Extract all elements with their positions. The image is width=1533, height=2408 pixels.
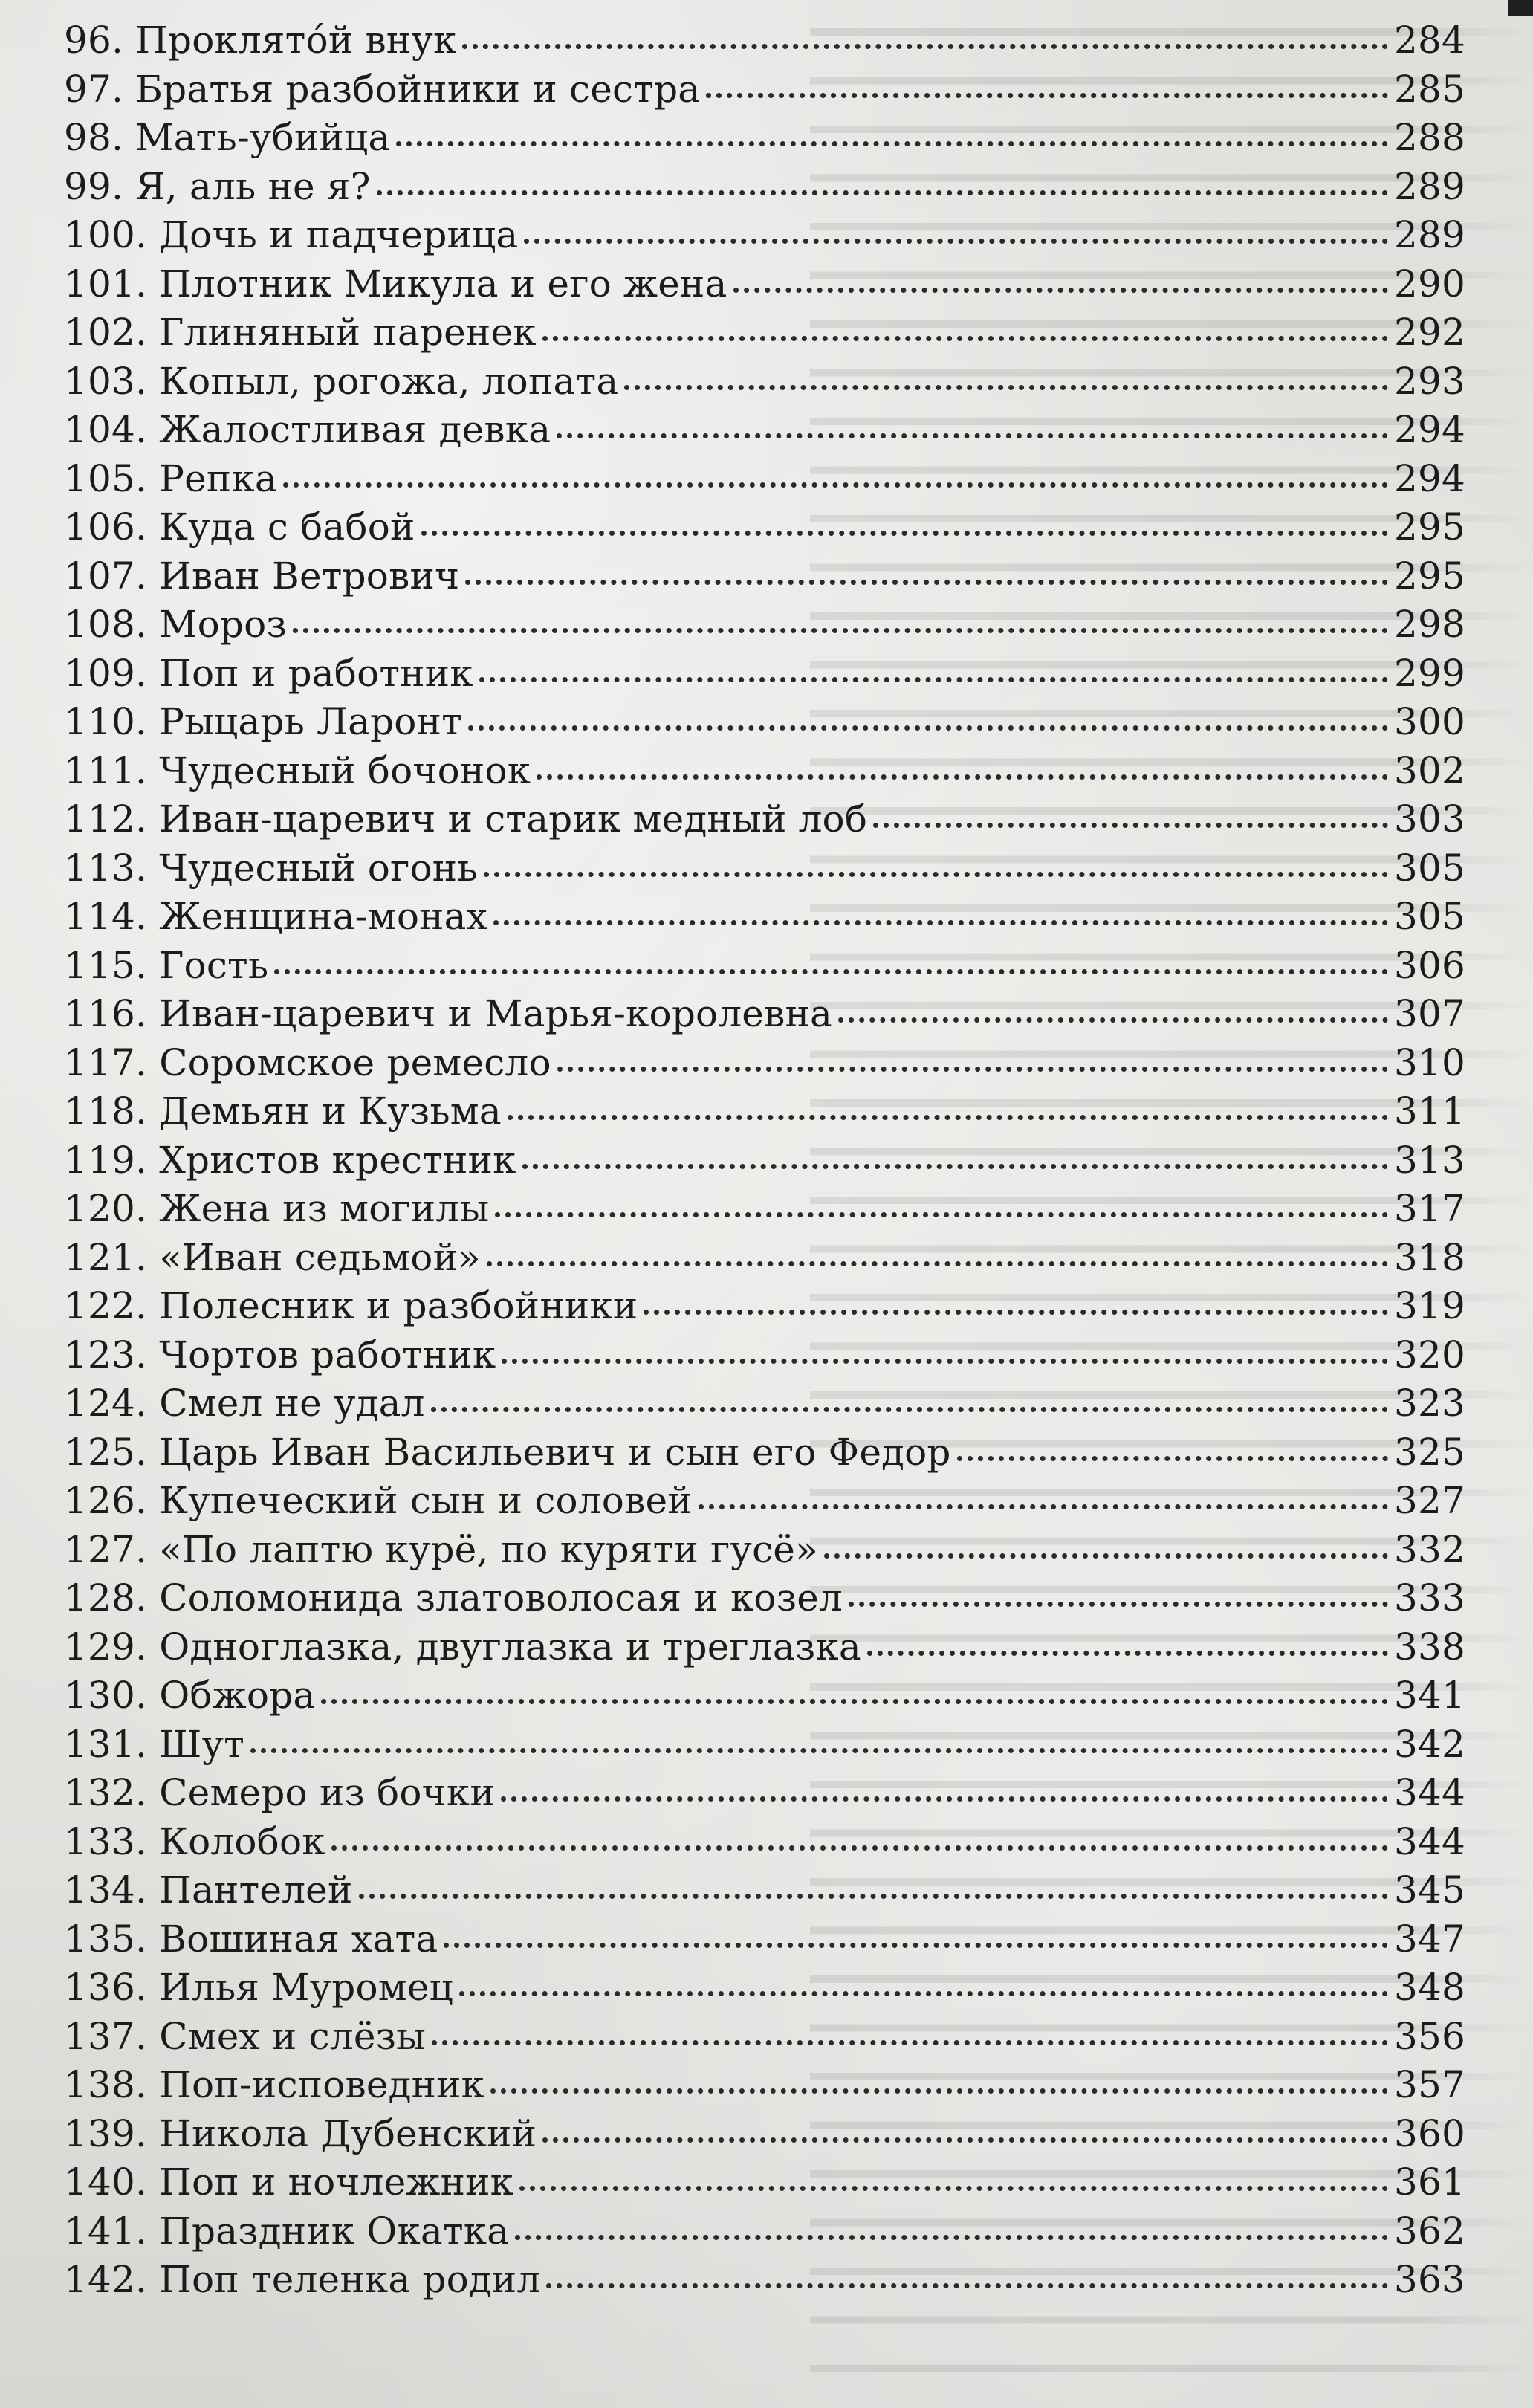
toc-entry-title: 134. Пантелей: [64, 1868, 353, 1912]
toc-entry-page-number: 294: [1393, 456, 1465, 500]
dot-leader: [849, 1591, 1388, 1607]
toc-entry-title: 106. Куда с бабой: [64, 505, 415, 548]
toc-entry: [64, 1915, 1465, 1964]
dot-leader: [432, 2030, 1388, 2045]
toc-entry: [64, 1331, 1465, 1380]
dot-leader: [867, 1640, 1388, 1656]
toc-entry-page-number: 295: [1393, 554, 1465, 598]
toc-entry-page-number: 285: [1393, 67, 1465, 111]
toc-entry-title: 109. Поп и работник: [64, 651, 473, 695]
dot-leader: [331, 1835, 1388, 1851]
toc-entry-page-number: 363: [1393, 2258, 1465, 2301]
dot-leader: [515, 2224, 1388, 2240]
dot-leader: [508, 1104, 1388, 1120]
dot-leader: [465, 569, 1388, 585]
toc-entry: [64, 1526, 1465, 1575]
toc-entry-title: 133. Колобок: [64, 1819, 325, 1863]
toc-entry: [64, 2013, 1465, 2062]
dot-leader: [377, 180, 1388, 195]
toc-entry: [64, 552, 1465, 601]
toc-entry-page-number: 295: [1393, 505, 1465, 548]
toc-entry-page-number: 361: [1393, 2161, 1465, 2204]
toc-entry-title: 112. Иван-царевич и старик медный лоб: [64, 797, 868, 841]
toc-entry-page-number: 299: [1393, 651, 1465, 695]
toc-entry-page-number: 300: [1393, 700, 1465, 743]
toc-entry-page-number: 311: [1393, 1090, 1465, 1133]
toc-entry-page-number: 362: [1393, 2209, 1465, 2253]
dot-leader: [359, 1883, 1388, 1899]
dot-leader: [490, 2078, 1388, 2094]
dot-leader: [524, 228, 1388, 244]
toc-entry-page-number: 317: [1393, 1187, 1465, 1230]
dot-leader: [522, 1153, 1388, 1169]
toc-entry-page-number: 333: [1393, 1576, 1465, 1619]
toc-entry: [64, 893, 1465, 942]
toc-entry-page-number: 319: [1393, 1284, 1465, 1327]
toc-entry-page-number: 341: [1393, 1674, 1465, 1717]
toc-entry: [64, 1477, 1465, 1526]
toc-entry: [64, 211, 1465, 260]
toc-entry-page-number: 345: [1393, 1868, 1465, 1912]
toc-entry: [64, 406, 1465, 455]
dot-leader: [468, 715, 1388, 731]
dot-leader: [546, 2273, 1388, 2288]
toc-entry: [64, 2110, 1465, 2159]
toc-entry-page-number: 289: [1393, 164, 1465, 208]
toc-entry: [64, 1721, 1465, 1770]
toc-entry-page-number: 288: [1393, 116, 1465, 159]
dot-leader: [733, 277, 1388, 293]
dot-leader: [462, 33, 1388, 49]
dot-leader: [838, 1007, 1388, 1023]
toc-entry: [64, 1623, 1465, 1672]
toc-entry-title: 101. Плотник Микула и его жена: [64, 262, 727, 305]
toc-entry-title: 118. Демьян и Кузьма: [64, 1090, 502, 1133]
toc-entry-title: 128. Соломонида златоволосая и козел: [64, 1576, 843, 1619]
toc-entry-title: 140. Поп и ночлежник: [64, 2161, 514, 2204]
dot-leader: [957, 1446, 1388, 1461]
dot-leader: [502, 1348, 1388, 1364]
toc-entry-page-number: 293: [1393, 359, 1465, 403]
toc-entry-page-number: 348: [1393, 1966, 1465, 2009]
toc-entry-title: 119. Христов крестник: [64, 1138, 516, 1182]
toc-entry: [64, 1428, 1465, 1478]
toc-entry-page-number: 284: [1393, 19, 1465, 62]
toc-entry: [64, 1866, 1465, 1915]
toc-entry: [64, 990, 1465, 1039]
dot-leader: [519, 2175, 1388, 2191]
toc-entry-page-number: 305: [1393, 895, 1465, 938]
dot-leader: [493, 910, 1388, 925]
toc-entry: [64, 2207, 1465, 2256]
toc-entry: [64, 1769, 1465, 1818]
toc-entry-title: 116. Иван-царевич и Марья-королевна: [64, 992, 832, 1035]
toc-entry-title: 113. Чудесный огонь: [64, 846, 478, 890]
toc-entry-title: 114. Женщина-монах: [64, 895, 488, 938]
dot-leader: [459, 1981, 1388, 1996]
dot-leader: [624, 375, 1388, 390]
toc-entry-page-number: 360: [1393, 2111, 1465, 2155]
dot-leader: [542, 2127, 1388, 2143]
toc-entry-page-number: 327: [1393, 1479, 1465, 1522]
dot-leader: [487, 1251, 1388, 1266]
toc-entry: [64, 795, 1465, 844]
toc-entry: [64, 1379, 1465, 1428]
toc-entry-title: 115. Гость: [64, 943, 269, 987]
toc-entry-page-number: 320: [1393, 1333, 1465, 1376]
toc-entry: [64, 747, 1465, 796]
toc-entry-title: 98. Мать-убийца: [64, 116, 391, 159]
dot-leader: [431, 1396, 1388, 1412]
toc-entry-title: 111. Чудесный бочонок: [64, 748, 531, 792]
toc-entry: [64, 942, 1465, 991]
dot-leader: [293, 618, 1388, 633]
toc-entry-page-number: 347: [1393, 1917, 1465, 1961]
toc-entry-title: 103. Копыл, рогожа, лопата: [64, 359, 619, 403]
toc-entry: [64, 1818, 1465, 1867]
dot-leader: [250, 1738, 1388, 1753]
toc-entry-title: 102. Глиняный паренек: [64, 311, 537, 354]
dot-leader: [321, 1689, 1388, 1704]
toc-entry: [64, 698, 1465, 747]
dot-leader: [873, 812, 1388, 828]
toc-entry-page-number: 357: [1393, 2063, 1465, 2106]
toc-entry-title: 137. Смех и слёзы: [64, 2014, 427, 2058]
toc-entry-title: 117. Соромское ремесло: [64, 1040, 551, 1084]
toc-entry-page-number: 325: [1393, 1430, 1465, 1474]
toc-entry-title: 130. Обжора: [64, 1674, 316, 1717]
toc-entry: [64, 2061, 1465, 2110]
toc-entry-title: 110. Рыцарь Ларонт: [64, 700, 462, 743]
toc-entry-page-number: 305: [1393, 846, 1465, 890]
toc-entry: [64, 1574, 1465, 1623]
toc-entry-page-number: 290: [1393, 262, 1465, 305]
dot-leader: [283, 472, 1388, 488]
toc-entry: [64, 2158, 1465, 2207]
toc-entry-page-number: 332: [1393, 1527, 1465, 1571]
toc-entry: [64, 1282, 1465, 1331]
toc-entry: [64, 1185, 1465, 1234]
toc-entry-title: 125. Царь Иван Васильевич и сын его Федор: [64, 1430, 951, 1474]
toc-entry-page-number: 306: [1393, 943, 1465, 987]
toc-entry-page-number: 303: [1393, 797, 1465, 841]
dot-leader: [479, 667, 1388, 682]
dot-leader: [542, 326, 1388, 341]
toc-entry: [64, 308, 1465, 357]
toc-entry: [64, 1136, 1465, 1185]
toc-entry-title: 105. Репка: [64, 456, 277, 500]
toc-entry-title: 123. Чортов работник: [64, 1333, 496, 1376]
dot-leader: [706, 82, 1388, 98]
toc-entry-title: 124. Смел не удал: [64, 1382, 425, 1425]
toc-entry: [64, 163, 1465, 212]
toc-entry: [64, 601, 1465, 650]
toc-entry: [64, 1234, 1465, 1283]
page-corner-mark: [1508, 0, 1533, 16]
toc-entry-title: 142. Поп теленка родил: [64, 2258, 541, 2301]
toc-entry-title: 129. Одноглазка, двуглазка и треглазка: [64, 1625, 861, 1669]
toc-entry-page-number: 302: [1393, 748, 1465, 792]
toc-entry-title: 127. «По лаптю курё, по куряти гусё»: [64, 1527, 818, 1571]
toc-entry-page-number: 298: [1393, 603, 1465, 646]
toc-entry: [64, 114, 1465, 163]
dot-leader: [537, 764, 1388, 780]
toc-entry-title: 120. Жена из могилы: [64, 1187, 490, 1230]
toc-entry-title: 104. Жалостливая девка: [64, 408, 551, 451]
toc-entry: [64, 503, 1465, 552]
toc-entry-page-number: 294: [1393, 408, 1465, 451]
table-of-contents: [64, 16, 1465, 2305]
toc-entry-title: 96. Проклятóй внук: [64, 19, 457, 62]
toc-entry: [64, 65, 1465, 114]
toc-entry-page-number: 313: [1393, 1138, 1465, 1182]
dot-leader: [484, 861, 1388, 877]
toc-entry-page-number: 318: [1393, 1235, 1465, 1279]
toc-entry: [64, 844, 1465, 893]
toc-entry-page-number: 310: [1393, 1040, 1465, 1084]
toc-entry-page-number: 344: [1393, 1819, 1465, 1863]
toc-entry-title: 122. Полесник и разбойники: [64, 1284, 638, 1327]
toc-entry-title: 139. Никола Дубенский: [64, 2111, 537, 2155]
dot-leader: [557, 423, 1388, 438]
toc-entry-page-number: 342: [1393, 1722, 1465, 1766]
toc-entry: [64, 2256, 1465, 2305]
dot-leader: [644, 1299, 1388, 1315]
toc-entry: [64, 16, 1465, 65]
dot-leader: [421, 520, 1388, 536]
toc-entry-title: 132. Семеро из бочки: [64, 1771, 495, 1814]
toc-entry: [64, 357, 1465, 407]
toc-entry-title: 141. Праздник Окатка: [64, 2209, 510, 2253]
toc-entry: [64, 1964, 1465, 2013]
toc-entry: [64, 260, 1465, 309]
toc-entry-title: 97. Братья разбойники и сестра: [64, 67, 701, 111]
toc-entry-title: 99. Я, аль не я?: [64, 164, 371, 208]
toc-entry-title: 131. Шут: [64, 1722, 244, 1766]
toc-entry-page-number: 356: [1393, 2014, 1465, 2058]
toc-entry: [64, 1039, 1465, 1088]
toc-entry-title: 121. «Иван седьмой»: [64, 1235, 481, 1279]
dot-leader: [699, 1494, 1388, 1509]
toc-entry-title: 107. Иван Ветрович: [64, 554, 460, 598]
toc-entry-page-number: 344: [1393, 1771, 1465, 1814]
dot-leader: [396, 131, 1388, 146]
toc-entry: [64, 455, 1465, 504]
dot-leader: [444, 1932, 1388, 1948]
toc-entry-title: 135. Вошиная хата: [64, 1917, 438, 1961]
toc-entry-page-number: 292: [1393, 311, 1465, 354]
toc-entry: [64, 1671, 1465, 1721]
dot-leader: [274, 959, 1388, 974]
dot-leader: [495, 1202, 1388, 1217]
toc-entry-title: 126. Купеческий сын и соловей: [64, 1479, 693, 1522]
toc-entry-page-number: 307: [1393, 992, 1465, 1035]
dot-leader: [501, 1786, 1388, 1802]
dot-leader: [557, 1056, 1388, 1072]
toc-entry-page-number: 338: [1393, 1625, 1465, 1669]
toc-entry-title: 136. Илья Муромец: [64, 1966, 454, 2009]
toc-entry: [64, 650, 1465, 699]
toc-entry-page-number: 289: [1393, 213, 1465, 256]
toc-entry-title: 100. Дочь и падчерица: [64, 213, 519, 256]
toc-entry-page-number: 323: [1393, 1382, 1465, 1425]
toc-entry-title: 108. Мороз: [64, 603, 287, 646]
toc-entry: [64, 1087, 1465, 1136]
toc-entry-title: 138. Поп-исповедник: [64, 2063, 485, 2106]
dot-leader: [824, 1543, 1388, 1559]
